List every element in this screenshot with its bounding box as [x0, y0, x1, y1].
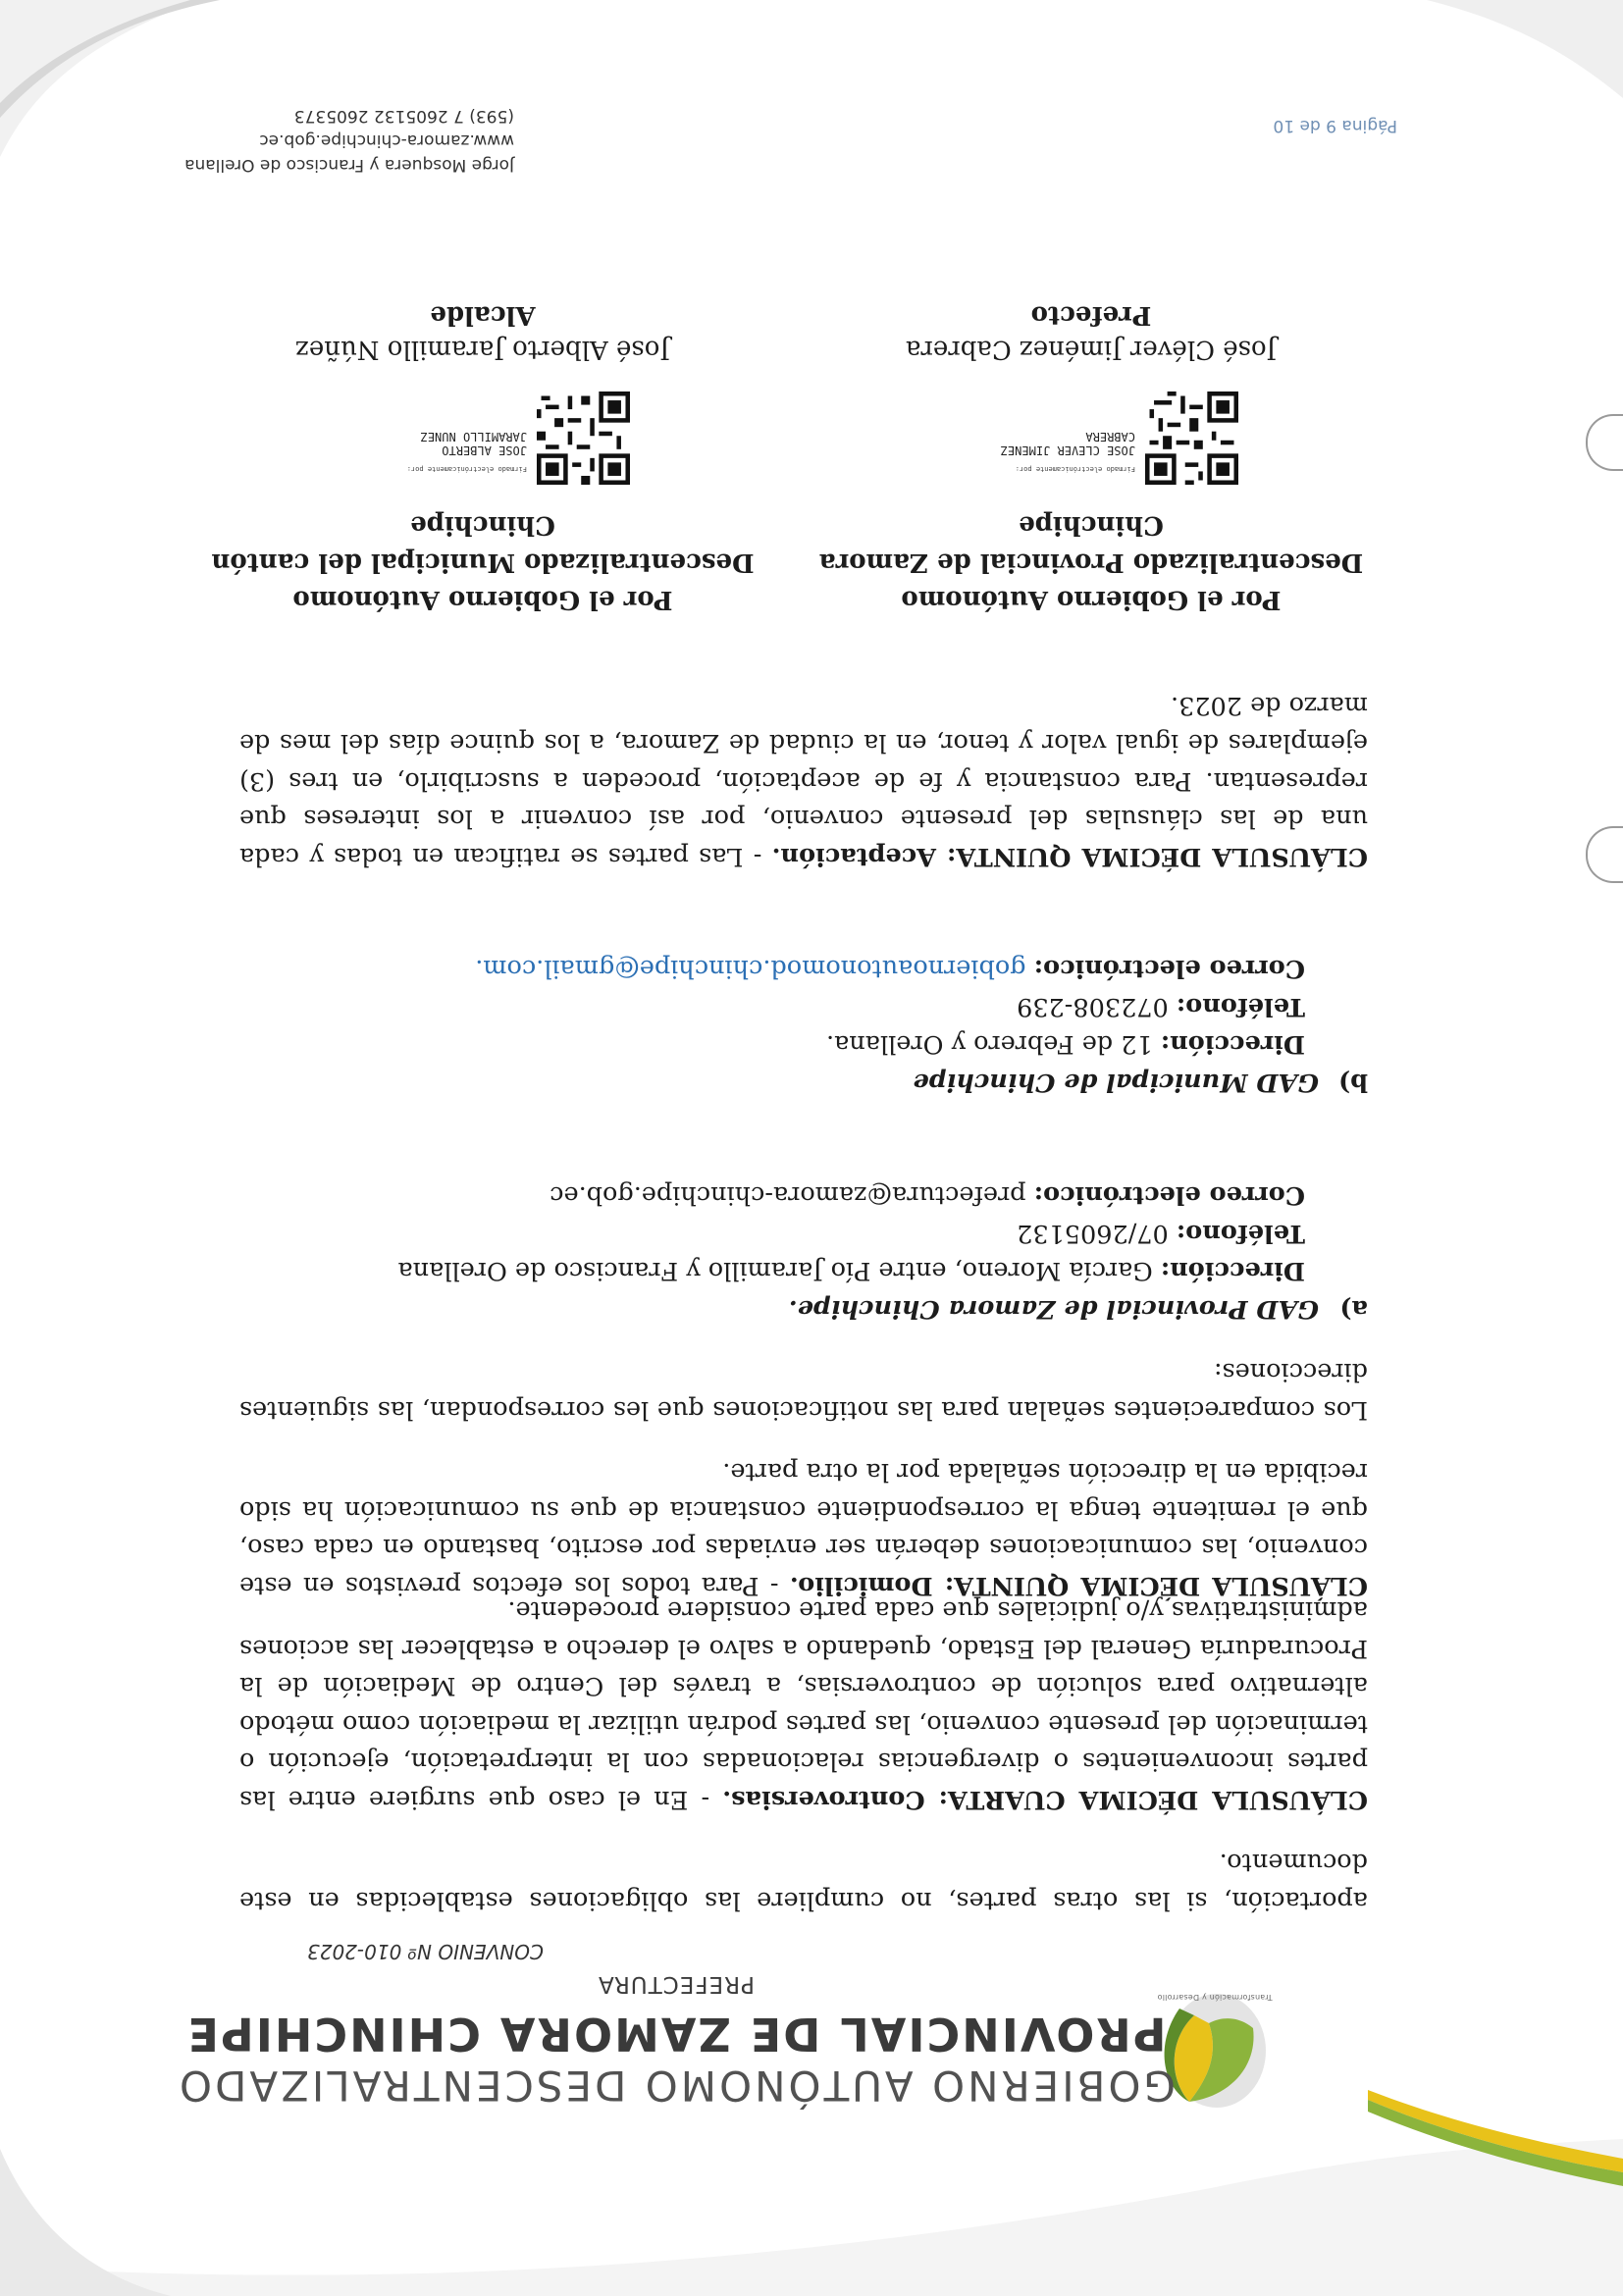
signature-right-name: José Alberto Jaramillo Núñez [295, 335, 670, 364]
page-number: Página 9 de 10 [1273, 116, 1397, 135]
signature-right-qr-block [336, 391, 630, 485]
qr-left-caption: Firmado electrónicamente por: [1015, 465, 1135, 473]
signature-left-qr-block [944, 391, 1238, 485]
party-b-address-label: Dirección: [1160, 1029, 1305, 1060]
signature-prefecto [816, 298, 1366, 618]
party-b-name: GAD Municipal de Chinchipe [913, 1068, 1319, 1097]
qr-code-icon [537, 391, 630, 485]
footer-website: www.zamora-chinchipe.gob.ec [259, 130, 514, 150]
party-a-email: prefectura@zamora-chinchipe.gob.ec [550, 1180, 1034, 1211]
party-a-phone: 07/2605132 [1017, 1218, 1177, 1248]
qr-left-name-2: CABRERA [1085, 430, 1135, 444]
party-b-email-label: Correo electrónico: [1033, 954, 1305, 984]
clause-15b-heading: CLÁUSULA DÉCIMA QUINTA: Aceptación. [771, 842, 1368, 871]
punch-hole [1586, 414, 1623, 471]
signature-right-org: Por el Gobierno Autónomo Descentralizado Municipal del cantón Chinchipe [211, 510, 755, 614]
logo-tagline: Transformación y Desarrollo [1157, 1993, 1273, 2002]
party-a-letter: a) [1339, 1294, 1368, 1324]
party-b-letter: b) [1338, 1068, 1368, 1097]
footer-phone: (593) 7 2605132 2605373 [293, 106, 514, 126]
header-subtitle: PREFECTURA [598, 1971, 755, 1997]
party-a-address: García Moreno, entre Pío Jaramillo y Francisco de Orellana [397, 1256, 1161, 1286]
signature-right-title: Alcalde [430, 300, 536, 330]
qr-right-name-1: JOSE ALBERTO [442, 444, 527, 457]
signature-left-name: José Cléver Jiménez Cabrera [905, 335, 1278, 364]
qr-left-signer [1001, 430, 1135, 457]
party-a-block [239, 1176, 1368, 1328]
qr-left-name-1: JOSE CLEVER JIMENEZ [1000, 444, 1135, 457]
footer-contact [82, 103, 514, 177]
party-a-phone-label: Teléfono: [1176, 1218, 1305, 1248]
signature-alcalde [208, 298, 758, 618]
punch-hole [1586, 826, 1623, 883]
header-title-line-2: PROVINCIAL DE ZAMORA CHINCHIPE [185, 2008, 1167, 2061]
party-b-address: 12 de Febrero y Orellana. [826, 1029, 1161, 1060]
qr-right-caption: Firmado electrónicamente por: [406, 465, 527, 473]
convenio-number: CONVENIO Nº 010-2023 [307, 1940, 544, 1963]
party-a-name: GAD Provincial de Zamora Chinchipe. [788, 1294, 1319, 1324]
header-swoosh-left [1368, 2090, 1623, 2198]
signature-left-title: Prefecto [1030, 300, 1152, 330]
party-b-phone-label: Teléfono: [1176, 991, 1305, 1021]
clause-15-text: - Para todos los efectos previstos en este convenio, las comunicaciones deberán ser enviadas por escrito, bastando en cada caso, que el remitente tenga la correspondiente constancia de que su comunicación ha sido recibida en la dirección señalada por la otra parte. [239, 1457, 1368, 1600]
clause-14 [239, 1591, 1368, 1818]
clause-14-text: - En el caso que surgiere entre las partes inconvenientes o divergencias relacionadas con la interpretación, ejecución o terminación del presente convenio, las partes podrán utilizar la mediación como método alternativo para solución de controversias, a través del Centro de Mediación de la Procuraduría General del Estado, quedando a salvo el derecho a establecer las acciones administrativas y/o judiciales que cada parte considere procedente. [239, 1595, 1368, 1814]
party-a-email-label: Correo electrónico: [1033, 1180, 1305, 1211]
paragraph-aportacion: aportación, si las otras partes, no cumpliere las obligaciones establecidas en este documento. [239, 1848, 1368, 1915]
clause-15-heading: CLÁUSULA DÉCIMA QUINTA: Domicilio. [789, 1571, 1368, 1600]
notifications-intro: Los comparecientes señalan para las notificaciones que les correspondan, las siguientes direcciones: [239, 1357, 1368, 1425]
qr-code-icon [1145, 391, 1238, 485]
clause-15b-text: - Las partes se ratifican en todas y cada una de las cláusulas del presente convenio, por así convenir a los intereses que representan. Para constancia y fe de aceptación, proceden a suscribirlo, en tres (3) ejemplares de igual valor y tenor, en la ciudad de Zamora, a los quince días del mes de marzo de 2023. [238, 690, 1368, 871]
clause-15-aceptacion [239, 686, 1368, 875]
party-a-address-label: Dirección: [1160, 1256, 1305, 1286]
footer-address: Jorge Mosquera y Francisco de Orellana [184, 155, 514, 175]
signature-left-org: Por el Gobierno Autónomo Descentralizado Provincial de Zamora Chinchipe [818, 510, 1364, 614]
qr-right-name-2: JARAMILLO NUNEZ [420, 430, 527, 444]
clause-15-domicilio [239, 1453, 1368, 1604]
header-title-line-1: GOBIERNO AUTÓNOMO DESCENTRALIZADO [176, 2061, 1177, 2110]
qr-right-signer [421, 430, 527, 457]
clause-14-heading: CLÁUSULA DÉCIMA CUARTA: Controversias. [722, 1785, 1368, 1814]
party-b-phone: 072308-239 [1017, 991, 1177, 1021]
party-b-block [239, 950, 1368, 1101]
party-b-email-link[interactable]: gobiernoautonomod.chinchipe@gmail.com. [475, 954, 1026, 984]
